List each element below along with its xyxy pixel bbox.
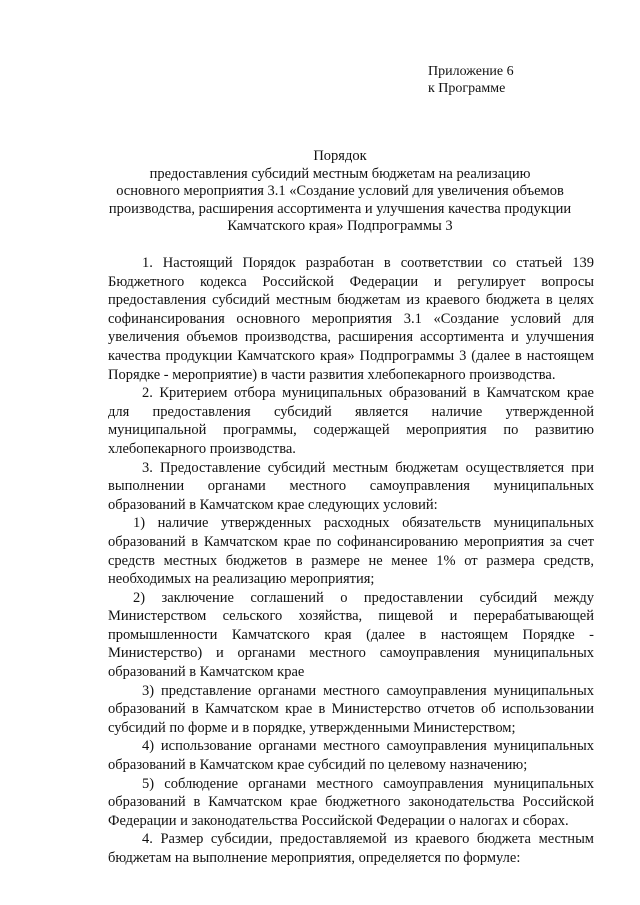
condition-5: 5) соблюдение органами местного самоуправления муниципальных образований в Камчатском крае бюджетного законодательства Российской Федерации и законодательства Российской Федерации о налогах и сборах. [108,775,594,829]
annex-number: Приложение 6 [428,64,514,79]
document-body [108,254,594,868]
title-line: производства, расширения ассортимента и улучшения качества продукции [108,200,572,217]
document-title [60,148,620,236]
title-line: Камчатского края» Подпрограммы 3 [227,218,453,235]
condition-4: 4) использование органами местного самоуправления муниципальных образований в Камчатском крае субсидий по целевому назначению; [108,738,594,774]
condition-3: 3) представление органами местного самоуправления муниципальных образований в Камчатском крае в Министерство отчетов об использовании субсидий по форме и в порядке, утвержденными Министерством; [108,682,594,736]
title-line: Порядок [313,148,367,164]
condition-2: 2) заключение соглашений о предоставлении субсидий между Министерством сельского хозяйства, пищевой и перерабатывающей промышленности Камчатского края (далее в настоящем Порядке - Министерство) и органами местного самоуправления муниципальных образований в Камчатском крае [108,589,594,681]
paragraph-1: 1. Настоящий Порядок разработан в соответствии со статьей 139 Бюджетного кодекса Российской Федерации и регулирует вопросы предоставления субсидий местным бюджетам из краевого бюджета в целях софинансирования основного мероприятия 3.1 «Создание условий для увеличения объемов производства, расширения ассортимента и улучшения качества продукции Камчатского края» Подпрограммы 3 (далее в настоящем Порядке - мероприятие) в части развития хлебопекарного производства. [108,255,594,383]
paragraph-3: 3. Предоставление субсидий местным бюджетам осуществляется при выполнении органами местного самоуправления муниципальных образований в Камчатском крае следующих условий: [108,459,594,513]
title-line: предоставления субсидий местным бюджетам на реализацию [149,165,531,182]
condition-1: 1) наличие утвержденных расходных обязательств муниципальных образований в Камчатском крае по софинансированию мероприятия за счет средств местных бюджетов в размере не менее 1% от размера средств, необходимых на реализацию мероприятия; [108,515,594,588]
paragraph-2: 2. Критерием отбора муниципальных образований в Камчатском крае для предоставления субсидий является наличие утвержденной муниципальной программы, содержащей мероприятия по развитию хлебопекарного производства. [108,385,594,457]
title-line: основного мероприятия 3.1 «Создание условий для увеличения объемов [116,183,564,200]
annex-program: к Программе [428,81,506,96]
paragraph-4: 4. Размер субсидии, предоставляемой из краевого бюджета местным бюджетам на выполнение мероприятия, определяется по формуле: [108,831,594,866]
annex-reference [428,63,514,97]
